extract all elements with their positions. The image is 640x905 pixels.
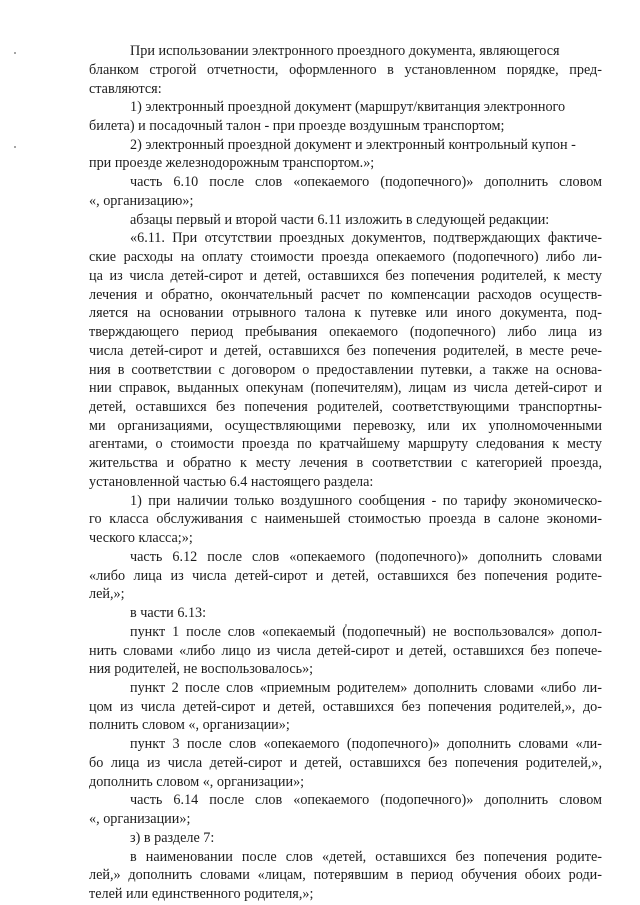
text-line: лей,» дополнить словами «лицам, потерявшим в период обучения обоих роди-: [89, 867, 602, 884]
text-line: ца из числа детей-сирот и детей, оставшихся без попечения родителей, к месту: [89, 267, 602, 284]
text-line: полнить словом «, организации»;: [89, 717, 290, 734]
text-line: агентами, о стоимости проезда по кратчайшему маршруту следования к месту: [89, 436, 602, 453]
text-line: ния родителей, не воспользовалось»;: [89, 661, 314, 678]
text-line: цом из числа детей-сирот и детей, оставшихся без попечения родителей,», до-: [89, 698, 602, 715]
text-line: дополнить словом «, организации»;: [89, 773, 305, 790]
text-line: билета) и посадочный талон - при проезде воздушным транспортом;: [89, 117, 505, 134]
text-line: часть 6.14 после слов «опекаемого (подопечного)» дополнить словом: [130, 792, 602, 809]
text-line: часть 6.12 после слов «опекаемого (подопечного)» дополнить словами: [130, 548, 602, 565]
text-line: телей или единственного родителя,»;: [89, 886, 314, 902]
text-line: при проезде железнодорожным транспортом.»;: [89, 155, 375, 172]
text-line: «, организации»;: [89, 811, 191, 828]
text-line: ские расходы на оплату стоимости проезда опекаемого (подопечного) либо ли-: [89, 249, 602, 266]
text-line: детей, оставшихся без попечения родителей, соответствующими транспортны-: [89, 398, 602, 415]
text-line: в наименовании после слов «детей, оставшихся без попечения родите-: [130, 848, 602, 865]
text-line: ми организациями, осуществляющими перевозку, или их уполномоченными: [89, 417, 602, 434]
text-line: абзацы первый и второй части 6.11 изложить в следующей редакции:: [130, 211, 550, 228]
text-line: жительства и обратно к месту лечения в соответствии с категорией проезда,: [89, 455, 602, 472]
text-line: часть 6.10 после слов «опекаемого (подопечного)» дополнить словом: [130, 174, 602, 191]
text-line: пункт 2 после слов «приемным родителем» дополнить словами «либо ли-: [130, 679, 602, 696]
text-line: При использовании электронного проездного документа, являющегося: [130, 43, 560, 59]
text-line: 2) электронный проездной документ и электронный контрольный купон -: [130, 136, 576, 153]
text-line: тверждающего период пребывания опекаемого (подопечного) либо лица из: [89, 324, 602, 340]
text-line: бланком строгой отчетности, оформленного в установленном порядке, пред-: [89, 61, 602, 78]
text-line: го класса обслуживания с наименьшей стоимостью проезда в салоне экономи-: [89, 511, 602, 528]
text-line: лей,»;: [89, 586, 125, 603]
text-line: ческого класса;»;: [89, 530, 193, 547]
text-line: нии справок, выданных опекунам (попечителям), лицам из числа детей-сирот и: [89, 380, 602, 397]
text-line: ляется на основании отрывного талона к путевке или иного документа, под-: [89, 305, 602, 322]
text-line: «, организацию»;: [89, 192, 194, 209]
text-line: ния в соответствии с договором о предоставлении путевки, а также на основа-: [89, 361, 602, 378]
text-line: 1) электронный проездной документ (маршрут/квитанция электронного: [130, 99, 566, 116]
text-line: пункт 3 после слов «опекаемого (подопечного)» дополнить словами «ли-: [130, 736, 602, 753]
text-line: числа детей-сирот и детей, оставшихся без попечения родителей, в месте рече-: [89, 342, 602, 359]
text-line: ставляются:: [89, 80, 162, 97]
text-line: установленной частью 6.4 настоящего раздела:: [89, 473, 374, 490]
text-line: в части 6.13:: [130, 605, 207, 621]
text-line: бо лица из числа детей-сирот и детей, оставшихся без попечения родителей,»,: [89, 754, 602, 771]
text-line: 1) при наличии только воздушного сообщения - по тарифу экономическо-: [130, 492, 602, 509]
scan-speck: [14, 146, 16, 148]
text-line: пункт 1 после слов «опекаемый (подопечный) не воспользовался» допол-: [130, 623, 602, 640]
text-line: нить словами «либо лицо из числа детей-сирот и детей, оставшихся без попече-: [89, 642, 602, 659]
text-line: з) в разделе 7:: [130, 829, 215, 846]
text-line: лечения и обратно, окончательный расчет по компенсации расходов осуществ-: [89, 286, 602, 303]
text-line: «либо лица из числа детей-сирот и детей, оставшихся без попечения родите-: [89, 567, 602, 584]
scan-speck: [14, 52, 16, 54]
text-line: «6.11. При отсутствии проездных документов, подтверждающих фактиче-: [130, 230, 602, 247]
